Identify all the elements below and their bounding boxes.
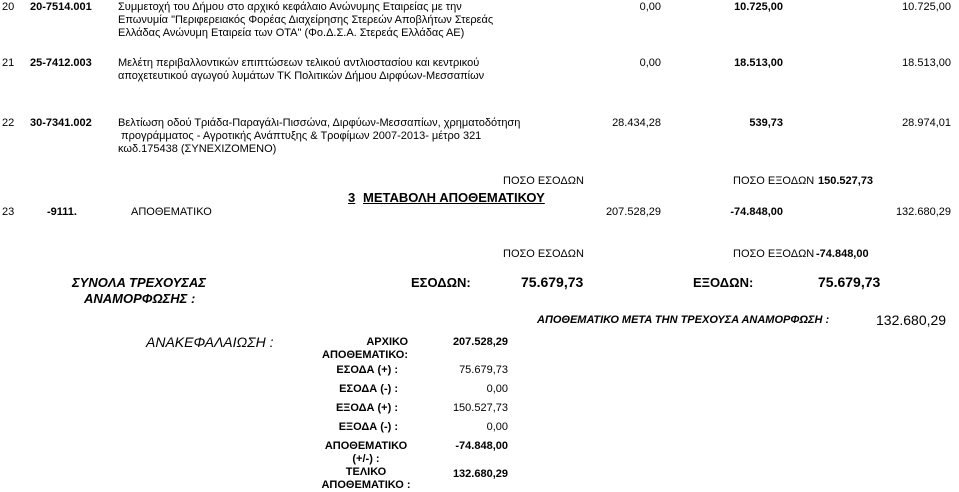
row-value-3: 28.974,01 xyxy=(902,117,951,129)
summary-label: ΤΕΛΙΚΟ ΑΠΟΘΕΜΑΤΙΚΟ : xyxy=(321,466,411,491)
reserve-after-label: ΑΠΟΘΕΜΑΤΙΚΟ ΜΕΤΑ ΤΗΝ ΤΡΕΧΟΥΣΑ ΑΝΑΜΟΡΦΩΣΗ : xyxy=(537,314,830,326)
row-value-1: 0,00 xyxy=(639,1,661,13)
row-description-line: Ελλάδας Ανώνυμη Εταιρεία των ΟΤΑ" (Φο.Δ.Σ.Α. Στερεάς Ελλάδας ΑΕ) xyxy=(118,27,465,39)
summary-label: ΑΡΧΙΚΟ ΑΠΟΘΕΜΑΤΙΚΟ: xyxy=(322,336,408,361)
grand-total-label-line1: ΣΥΝΟΛΑ ΤΡΕΧΟΥΣΑΣ xyxy=(72,275,206,290)
summary-value: -74.848,00 xyxy=(455,440,508,452)
row-description-line: Μελέτη περιβαλλοντικών επιπτώσεων τελικού αντλιοστασίου και κεντρικού xyxy=(118,57,480,69)
summary-value: 132.680,29 xyxy=(452,468,508,480)
section-title: ΜΕΤΑΒΟΛΗ ΑΠΟΘΕΜΑΤΙΚΟΥ xyxy=(363,190,545,205)
row-value-1: 0,00 xyxy=(639,57,661,69)
summary-value: 0,00 xyxy=(486,383,508,395)
summary-value: 75.679,73 xyxy=(459,364,508,376)
summary-title: ΑΝΑΚΕΦΑΛΑΙΩΣΗ : xyxy=(146,334,274,350)
section-number: 3 xyxy=(348,190,356,205)
expense-total-label: ΠΟΣΟ ΕΞΟΔΩΝ xyxy=(733,175,815,187)
expense-total-value: -74.848,00 xyxy=(816,248,869,260)
row-value-2: 539,73 xyxy=(749,117,783,129)
row-code: 25-7412.003 xyxy=(30,57,92,69)
row-description-line: αποχετευτικού αγωγού λυμάτων ΤΚ Πολιτικών Δήμου Διρφύων-Μεσσαπίων xyxy=(118,70,485,82)
row-number: 23 xyxy=(2,206,15,218)
grand-expense-value: 75.679,73 xyxy=(818,274,881,290)
summary-value: 150.527,73 xyxy=(452,402,508,414)
grand-income-label: ΕΣΟΔΩΝ: xyxy=(411,275,471,290)
row-description-line: Συμμετοχή του Δήμου στο αρχικό κεφάλαιο Ανώνυμης Εταιρείας με την xyxy=(118,1,462,13)
row-description-line: προγράμματος - Αγροτικής Ανάπτυξης & Τροφίμων 2007-2013- μέτρο 321 xyxy=(121,130,482,142)
row-value-2: 18.513,00 xyxy=(734,57,783,69)
row-value-1: 207.528,29 xyxy=(605,206,661,218)
expense-total-label: ΠΟΣΟ ΕΞΟΔΩΝ xyxy=(733,248,815,260)
row-value-3: 132.680,29 xyxy=(895,206,951,218)
summary-label: ΕΞΟΔΑ (-) : xyxy=(338,421,398,433)
row-code: 20-7514.001 xyxy=(30,1,92,13)
row-value-2: 10.725,00 xyxy=(734,1,783,13)
row-description-line: κωδ.175438 (ΣΥΝΕΧΙΖΟΜΕΝΟ) xyxy=(118,143,277,155)
summary-value: 207.528,29 xyxy=(452,336,508,348)
grand-total-label-line2: ΑΝΑΜΟΡΦΩΣΗΣ : xyxy=(84,291,196,306)
row-description-line: Βελτίωση οδού Τριάδα-Παραγάλι-Πισσώνα, Διρφύων-Μεσσαπίων, χρηματοδότηση xyxy=(118,117,521,129)
row-code: -9111. xyxy=(47,206,77,218)
row-number: 20 xyxy=(2,1,15,13)
income-total-label: ΠΟΣΟ ΕΣΟΔΩΝ xyxy=(503,248,584,260)
summary-value: 0,00 xyxy=(486,421,508,433)
summary-label: ΕΞΟΔΑ (+) : xyxy=(335,402,398,414)
summary-label: ΑΠΟΘΕΜΑΤΙΚΟ (+/-) : xyxy=(324,440,408,465)
row-code: 30-7341.002 xyxy=(30,117,92,129)
row-number: 21 xyxy=(2,57,15,69)
grand-income-value: 75.679,73 xyxy=(521,274,584,290)
row-value-3: 18.513,00 xyxy=(902,57,951,69)
summary-label: ΕΣΟΔΑ (-) : xyxy=(339,383,398,395)
grand-expense-label: ΕΞΟΔΩΝ: xyxy=(693,275,754,290)
summary-label: ΕΣΟΔΑ (+) : xyxy=(336,364,398,376)
row-value-1: 28.434,28 xyxy=(612,117,661,129)
reserve-after-value: 132.680,29 xyxy=(876,312,947,328)
row-description-line: Επωνυμία "Περιφερειακός Φορέας Διαχείρησης Στερεών Αποβλήτων Στερεάς xyxy=(118,14,494,26)
row-description: ΑΠΟΘΕΜΑΤΙΚΟ xyxy=(131,206,212,218)
row-value-2: -74.848,00 xyxy=(730,206,783,218)
row-value-3: 10.725,00 xyxy=(902,1,951,13)
expense-total-value: 150.527,73 xyxy=(818,175,874,187)
income-total-label: ΠΟΣΟ ΕΣΟΔΩΝ xyxy=(503,175,584,187)
row-number: 22 xyxy=(2,117,15,129)
